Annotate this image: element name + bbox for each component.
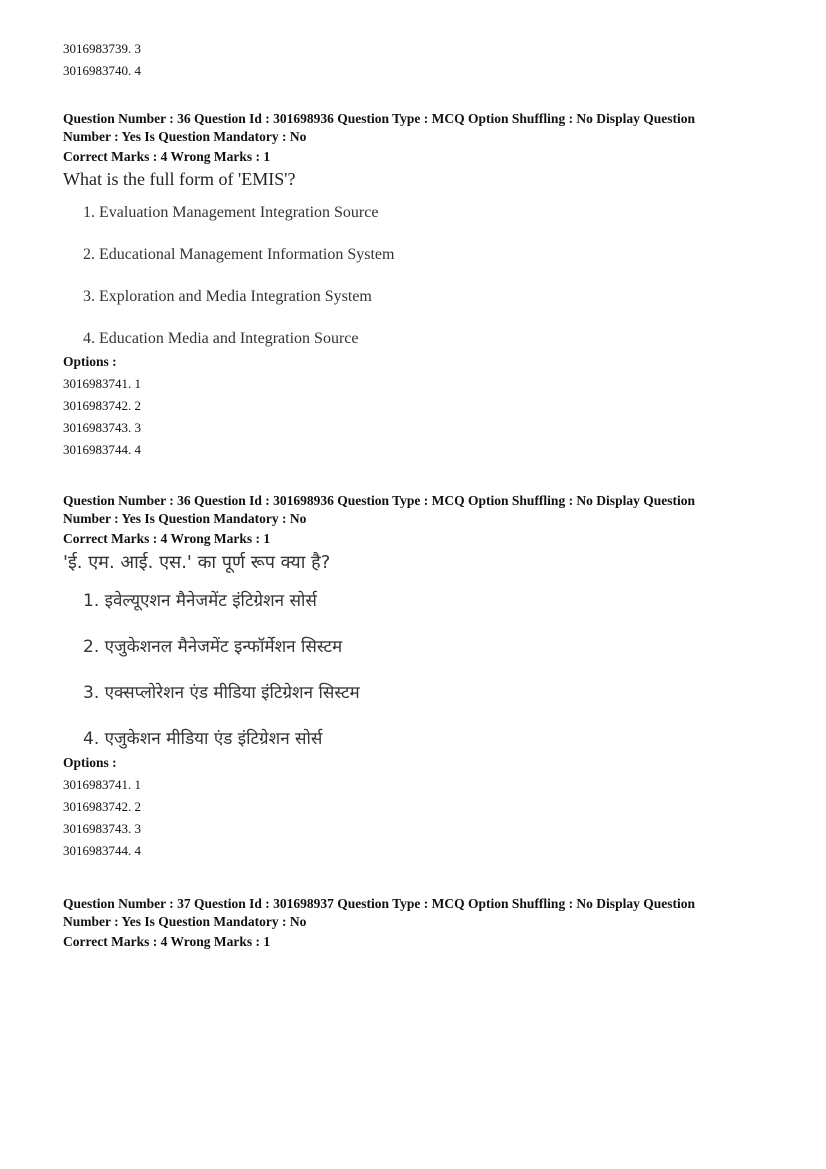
- question-meta: Number : Yes Is Question Mandatory : No: [63, 914, 307, 929]
- option-id: 3016983742. 2: [63, 398, 141, 413]
- question-block-37: [63, 895, 763, 951]
- answer-choices: [63, 588, 763, 752]
- question-text: 'ई. एम. आई. एस.' का पूर्ण रूप क्या है?: [63, 552, 331, 573]
- question-meta: Question Number : 36 Question Id : 301698936 Question Type : MCQ Option Shuffling : No Display Question: [63, 493, 695, 508]
- option-id: 3016983744. 4: [63, 442, 141, 457]
- question-meta: Number : Yes Is Question Mandatory : No: [63, 129, 307, 144]
- marks-line: Correct Marks : 4 Wrong Marks : 1: [63, 149, 271, 164]
- option-id: 3016983743. 3: [63, 420, 141, 435]
- option-id: 3016983740. 4: [63, 63, 141, 78]
- option-id: 3016983744. 4: [63, 843, 141, 858]
- marks-line: Correct Marks : 4 Wrong Marks : 1: [63, 934, 271, 949]
- question-block-36-en: [63, 110, 763, 461]
- answer-choice: 4. एजुकेशन मीडिया एंड इंटिग्रेशन सोर्स: [83, 729, 323, 749]
- option-id: 3016983741. 1: [63, 777, 141, 792]
- answer-choice: 1. इवेल्यूएशन मैनेजमेंट इंटिग्रेशन सोर्स: [83, 591, 317, 611]
- option-id: 3016983741. 1: [63, 376, 141, 391]
- question-block-36-hi: [63, 492, 763, 862]
- options-label: Options :: [63, 755, 117, 770]
- answer-choices: [63, 203, 763, 349]
- answer-choice: 1. Evaluation Management Integration Source: [83, 204, 379, 221]
- option-id: 3016983743. 3: [63, 821, 141, 836]
- answer-choice: 3. एक्सप्लोरेशन एंड मीडिया इंटिग्रेशन सिस्टम: [83, 683, 360, 703]
- question-meta: Number : Yes Is Question Mandatory : No: [63, 511, 307, 526]
- options-label: Options :: [63, 354, 117, 369]
- marks-line: Correct Marks : 4 Wrong Marks : 1: [63, 531, 271, 546]
- answer-choice: 4. Education Media and Integration Source: [83, 330, 359, 347]
- answer-choice: 3. Exploration and Media Integration System: [83, 288, 372, 305]
- question-meta: Question Number : 37 Question Id : 301698937 Question Type : MCQ Option Shuffling : No Display Question: [63, 896, 695, 911]
- answer-choice: 2. Educational Management Information System: [83, 246, 395, 263]
- question-text: What is the full form of 'EMIS'?: [63, 169, 296, 189]
- option-id: 3016983742. 2: [63, 799, 141, 814]
- question-meta: Question Number : 36 Question Id : 301698936 Question Type : MCQ Option Shuffling : No Display Question: [63, 111, 695, 126]
- top-options: [63, 38, 141, 82]
- answer-choice: 2. एजुकेशनल मैनेजमेंट इन्फॉर्मेशन सिस्टम: [83, 637, 343, 657]
- option-id: 3016983739. 3: [63, 41, 141, 56]
